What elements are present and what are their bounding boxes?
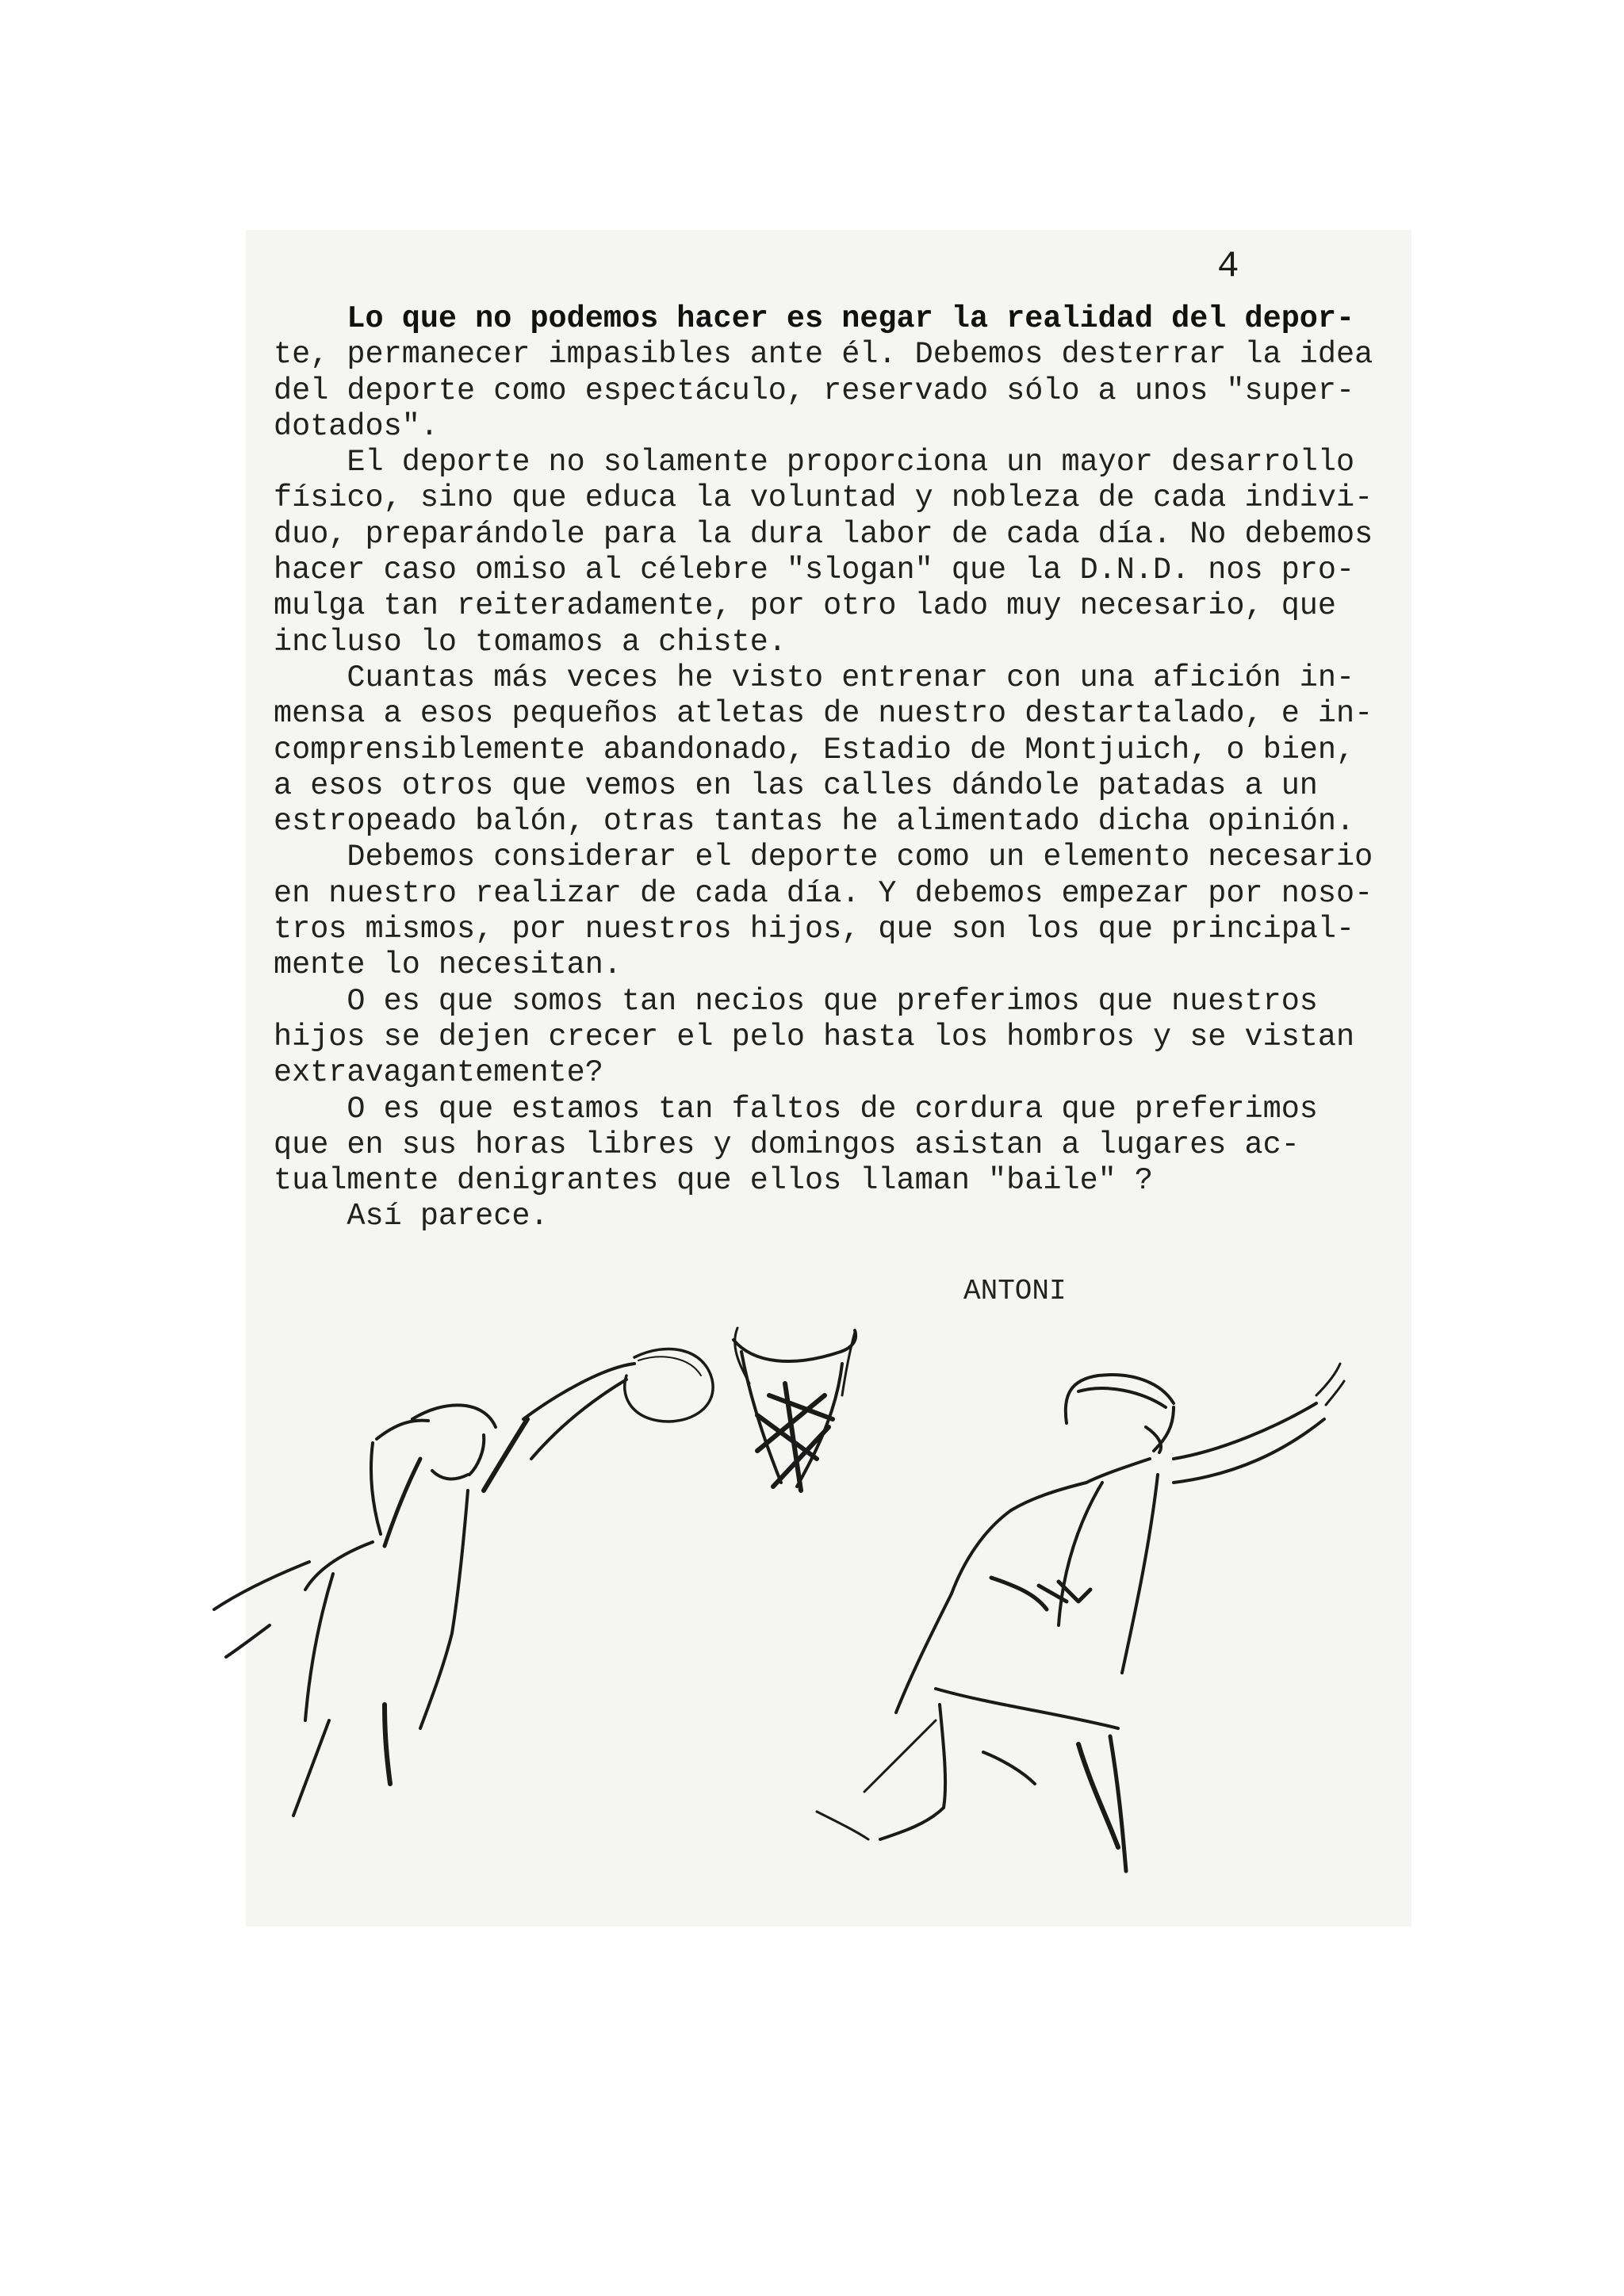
basket-hoop-drawing [733, 1328, 856, 1490]
text-line: tualmente denigrantes que ellos llaman "baile" ? [274, 1163, 1153, 1199]
text-line: O es que somos tan necios que preferimos que nuestros [274, 983, 1318, 1019]
text-line: Lo que no podemos hacer es negar la realidad del depor- [274, 301, 1355, 336]
text-line: Cuantas más veces he visto entrenar con una afición in- [274, 660, 1355, 695]
text-line: te, permanecer impasibles ante él. Debemos desterrar la idea [274, 337, 1373, 373]
text-line: del deporte como espectáculo, reservado sólo a unos "super- [274, 373, 1355, 408]
text-line: que en sus horas libres y domingos asistan a lugares ac- [274, 1127, 1300, 1162]
text-line: O es que estamos tan faltos de cordura que preferimos [274, 1091, 1318, 1127]
text-line: a esos otros que vemos en las calles dándole patadas a un [274, 767, 1318, 803]
ball-drawing [625, 1349, 713, 1421]
text-line: dotados". [274, 408, 439, 444]
right-player-drawing [817, 1364, 1344, 1871]
text-line: comprensiblemente abandonado, Estadio de Montjuich, o bien, [274, 732, 1355, 767]
text-line: en nuestro realizar de cada día. Y debemos empezar por noso- [274, 875, 1373, 911]
text-line: extravagantemente? [274, 1055, 603, 1091]
text-line: Así parece. [274, 1199, 549, 1234]
text-line: físico, sino que educa la voluntad y nobleza de cada indivi- [274, 480, 1373, 516]
text-line: incluso lo tomamos a chiste. [274, 624, 787, 660]
text-line: hijos se dejen crecer el pelo hasta los hombros y se vistan [274, 1019, 1355, 1054]
text-line: tros mismos, por nuestros hijos, que son los que principal- [274, 912, 1355, 947]
text-line: hacer caso omiso al célebre "slogan" que la D.N.D. nos pro- [274, 553, 1355, 588]
text-line: duo, preparándole para la dura labor de cada día. No debemos [274, 516, 1373, 552]
text-line: estropeado balón, otras tantas he alimentado dicha opinión. [274, 804, 1355, 840]
text-line: mulga tan reiteradamente, por otro lado muy necesario, que [274, 588, 1337, 624]
author-signature: ANTONI [963, 1275, 1067, 1307]
text-line: mente lo necesitan. [274, 947, 622, 983]
text-line: mensa a esos pequeños atletas de nuestro destartalado, e in- [274, 696, 1373, 732]
text-line: Debemos considerar el deporte como un elemento necesario [274, 840, 1373, 875]
left-player-drawing [214, 1364, 634, 1816]
text-line: El deporte no solamente proporciona un mayor desarrollo [274, 445, 1355, 480]
page-number: 4 [1217, 246, 1239, 287]
